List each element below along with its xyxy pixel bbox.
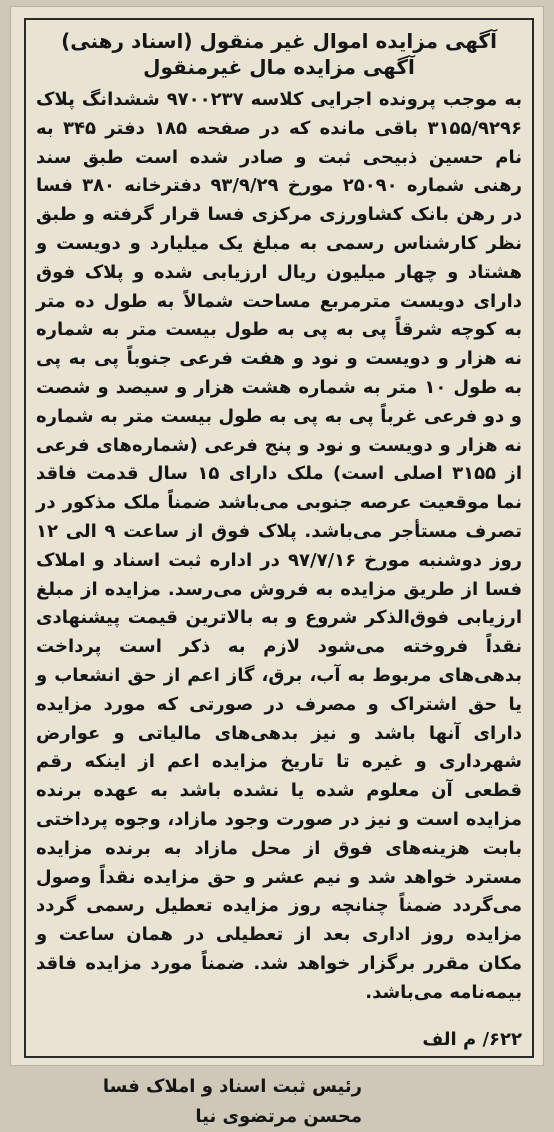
signature-name: محسن مرتضوی نیا — [195, 1105, 362, 1127]
notice-title: آگهی مزایده اموال غیر منقول (اسناد رهنی) — [61, 29, 497, 53]
notice-reference: ۶۲۲/ م الف — [422, 1028, 522, 1050]
notice-subtitle: آگهی مزایده مال غیرمنقول — [143, 55, 415, 79]
newspaper-clipping — [10, 6, 544, 1127]
signature-title: رئیس ثبت اسناد و املاک فسا — [102, 1075, 362, 1097]
notice-body: به موجب پرونده اجرایی کلاسه ۹۷۰۰۲۳۷ ششدانگ پلاک ۳۱۵۵/۹۲۹۶ باقی مانده که در صفحه ۱۸۵ دفتر ۳۴۵ به نام حسین ذبیحی ثبت و صادر شده است طبق سند رهنی شماره ۲۵۰۹۰ مورخ ۹۳/۹/۲۹ دفترخانه ۳۸۰ فسا در رهن بانک کشاورزی مرکزی فسا قرار گرفته و طبق نظر کارشناس رسمی به مبلغ یک میلیارد و دویست و هشتاد و چهار میلیون ریال ارزیابی شده و پلاک فوق دارای دویست مترمربع مساحت شمالاً به طول ده متر به کوچه شرقاً پی به پی به طول بیست متر به شماره نه هزار و دویست و نود و هفت فرعی جنوباً پی به پی به طول ۱۰ متر به شماره هشت هزار و سیصد و شصت و دو فرعی غرباً پی به پی به طول بیست متر به شماره نه هزار و دویست و نود و پنج فرعی (شماره‌های فرعی از ۳۱۵۵ اصلی است) ملک دارای ۱۵ سال قدمت فاقد نما موقعیت عرصه جنوبی می‌باشد ضمناً ملک مذکور در تصرف مستأجر می‌باشد. پلاک فوق از ساعت ۹ الی ۱۲ روز دوشنبه مورخ ۹۷/۷/۱۶ در اداره ثبت اسناد و املاک فسا از طریق مزایده به فروش می‌رسد. مزایده از مبلغ ارزیابی فوق‌الذکر شروع و به بالاترین قیمت پیشنهادی نقداً فروخته می‌شود لازم به ذکر است پرداخت بدهی‌های مربوط به آب، برق، گاز اعم از حق انشعاب و یا حق اشتراک و مصرف در صورتی که مورد مزایده دارای آنها باشد و نیز بدهی‌های مالیاتی و عوارض شهرداری و غیره تا تاریخ مزایده اعم از اینکه رقم قطعی آن معلوم شده یا نشده باشد به عهده برنده مزایده است و نیز در صورت وجود مازاد، وجوه پرداختی بابت هزینه‌های فوق از محل مازاد به برنده مزایده مسترد خواهد شد و نیم عشر و حق مزایده نقداً وصول می‌گردد ضمناً چنانچه روز مزایده تعطیل رسمی گردد مزایده روز اداری بعد از تعطیلی در همان ساعت و مکان مقرر برگزار خواهد شد. ضمناً مورد مزایده فاقد بیمه‌نامه می‌باشد. — [36, 89, 523, 1003]
notice-content — [36, 28, 523, 1127]
signature-block — [36, 1072, 522, 1132]
notice-frame — [24, 18, 534, 1127]
